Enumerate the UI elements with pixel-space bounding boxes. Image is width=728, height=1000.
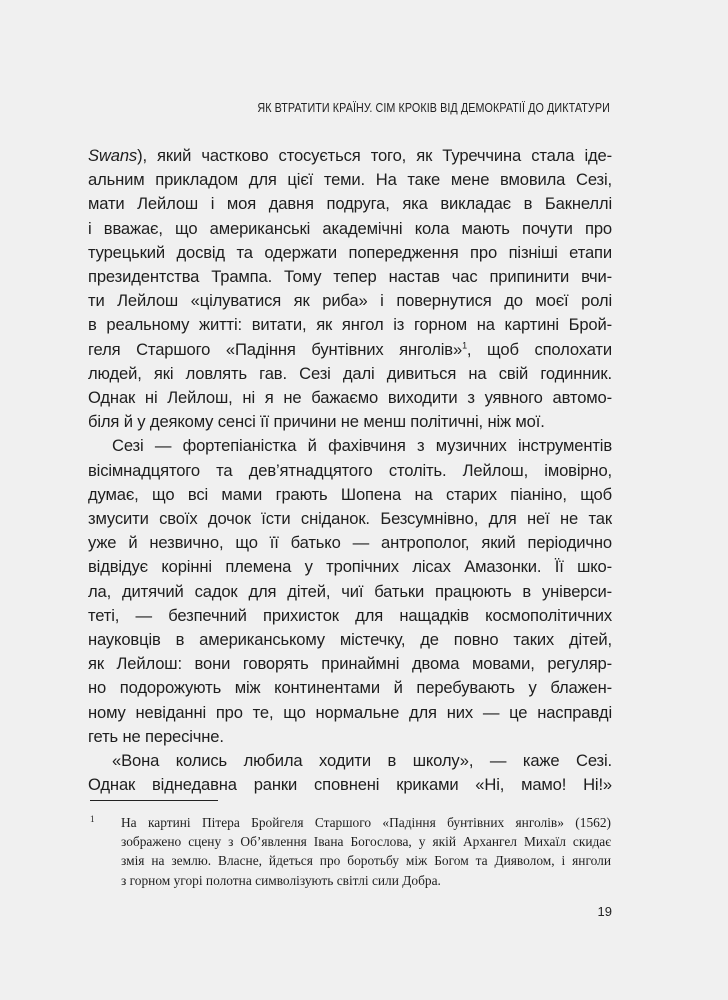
- page-number: 19: [597, 904, 612, 919]
- paragraph-2-line: вісімнадцятого та дев’ятнадцятого століть. Лейлош, імовірно,: [88, 460, 612, 480]
- paragraph-1-line: [88, 338, 612, 362]
- text-before-footnote-ref: геля Старшого «Падіння бунтівних янголів»: [88, 339, 463, 359]
- paragraph-2-line: науковців в американському містечку, де повно таких дітей,: [88, 630, 612, 650]
- footnote-line: змія на землю. Власне, йдеться про боротьбу між Богом та Дияволом, і янголи: [121, 853, 611, 869]
- paragraph-1-line: і вважає, що американські академічні кола мають почути про: [88, 218, 612, 238]
- paragraph-1-line: людей, які ловлять гав. Сезі далі дивиться на свій годинник.: [88, 363, 612, 383]
- paragraph-1-line: в реальному житті: витати, як янгол із горном на картині Брой-: [88, 315, 612, 335]
- paragraph-2-line: змусити своїх дочок їсти сніданок. Безсумнівно, для неї не так: [88, 509, 612, 529]
- footnote-line: зображено сцену з Об’явлення Івана Богослова, у якій Архангел Михаїл скидає: [121, 834, 611, 850]
- paragraph-2-line: ному невіданні про те, що нормальне для них — це насправді: [88, 702, 612, 722]
- footnote-text: [121, 813, 611, 890]
- paragraph-2-line: ла, дитячий садок для дітей, чиї батьки працюють в універси-: [88, 581, 612, 601]
- paragraph-1-line: Однак ні Лейлош, ні я не бажаємо виходити з уявного автомо-: [88, 388, 612, 408]
- italic-word: Swans: [88, 146, 138, 165]
- footnote-marker: 1: [90, 814, 95, 824]
- paragraph-2-line: теті, — безпечний прихисток для нащадків космополітичних: [88, 605, 612, 625]
- paragraph-1-line: альним прикладом для цієї теми. На таке мене вмовила Сезі,: [88, 170, 612, 190]
- paragraph-3-line: Однак віднедавна ранки сповнені криками «Ні, мамо! Ні!»: [88, 775, 612, 795]
- paragraph-1-line: біля й у деякому сенсі її причини не менш політичні, ніж мої.: [88, 412, 545, 432]
- paragraph-3-line: «Вона колись любила ходити в школу», — каже Сезі.: [112, 751, 612, 771]
- paragraph-1-line: мати Лейлош і моя давня подруга, яка викладає в Бакнеллі: [88, 194, 612, 214]
- paragraph-2-line: Сезі — фортепіаністка й фахівчиня з музичних інструментів: [112, 436, 612, 456]
- footnote-reference[interactable]: 1: [462, 340, 467, 351]
- footnote: [90, 813, 611, 890]
- paragraph-2-line: як Лейлош: вони говорять принаймні двома мовами, регуляр-: [88, 654, 612, 674]
- paragraph-1-line: [88, 144, 612, 168]
- paragraph-1-line: ти Лейлош «цілуватися як риба» і повернутися до моєї ролі: [88, 291, 612, 311]
- running-header: ЯК ВТРАТИТИ КРАЇНУ. СІМ КРОКІВ ВІД ДЕМОКРАТІЇ ДО ДИКТАТУРИ: [257, 101, 610, 115]
- footnote-line: з горном угорі полотна символізують світлі сили Добра.: [121, 872, 441, 888]
- paragraph-2-line: думає, що всі мами грають Шопена на старих піаніно, щоб: [88, 484, 612, 504]
- footnote-divider: [90, 800, 218, 801]
- paragraph-2-line: відвідує корінні племена у тропічних лісах Амазонки. Її шко-: [88, 557, 612, 577]
- paragraph-2-line: геть не пересічне.: [88, 726, 224, 746]
- paragraph-1-line: турецький досвід та одержати попередження про пізніші етапи: [88, 242, 612, 262]
- text-after-footnote-ref: , щоб сполохати: [466, 339, 613, 359]
- paragraph-2-line: но подорожують між континентами й перебувають у блажен-: [88, 678, 612, 698]
- paragraph-2-line: уже й незвично, що її батько — антрополог, який періодично: [88, 533, 612, 553]
- body-text: [88, 144, 612, 797]
- footnote-line: На картині Пітера Бройгеля Старшого «Падіння бунтівних янголів» (1562): [121, 815, 611, 830]
- paragraph-1-line-rest: ), який частково стосується того, як Туреччина стала іде-: [137, 146, 612, 165]
- paragraph-1-line: президентства Трампа. Тому тепер настав час припинити вчи-: [88, 267, 612, 287]
